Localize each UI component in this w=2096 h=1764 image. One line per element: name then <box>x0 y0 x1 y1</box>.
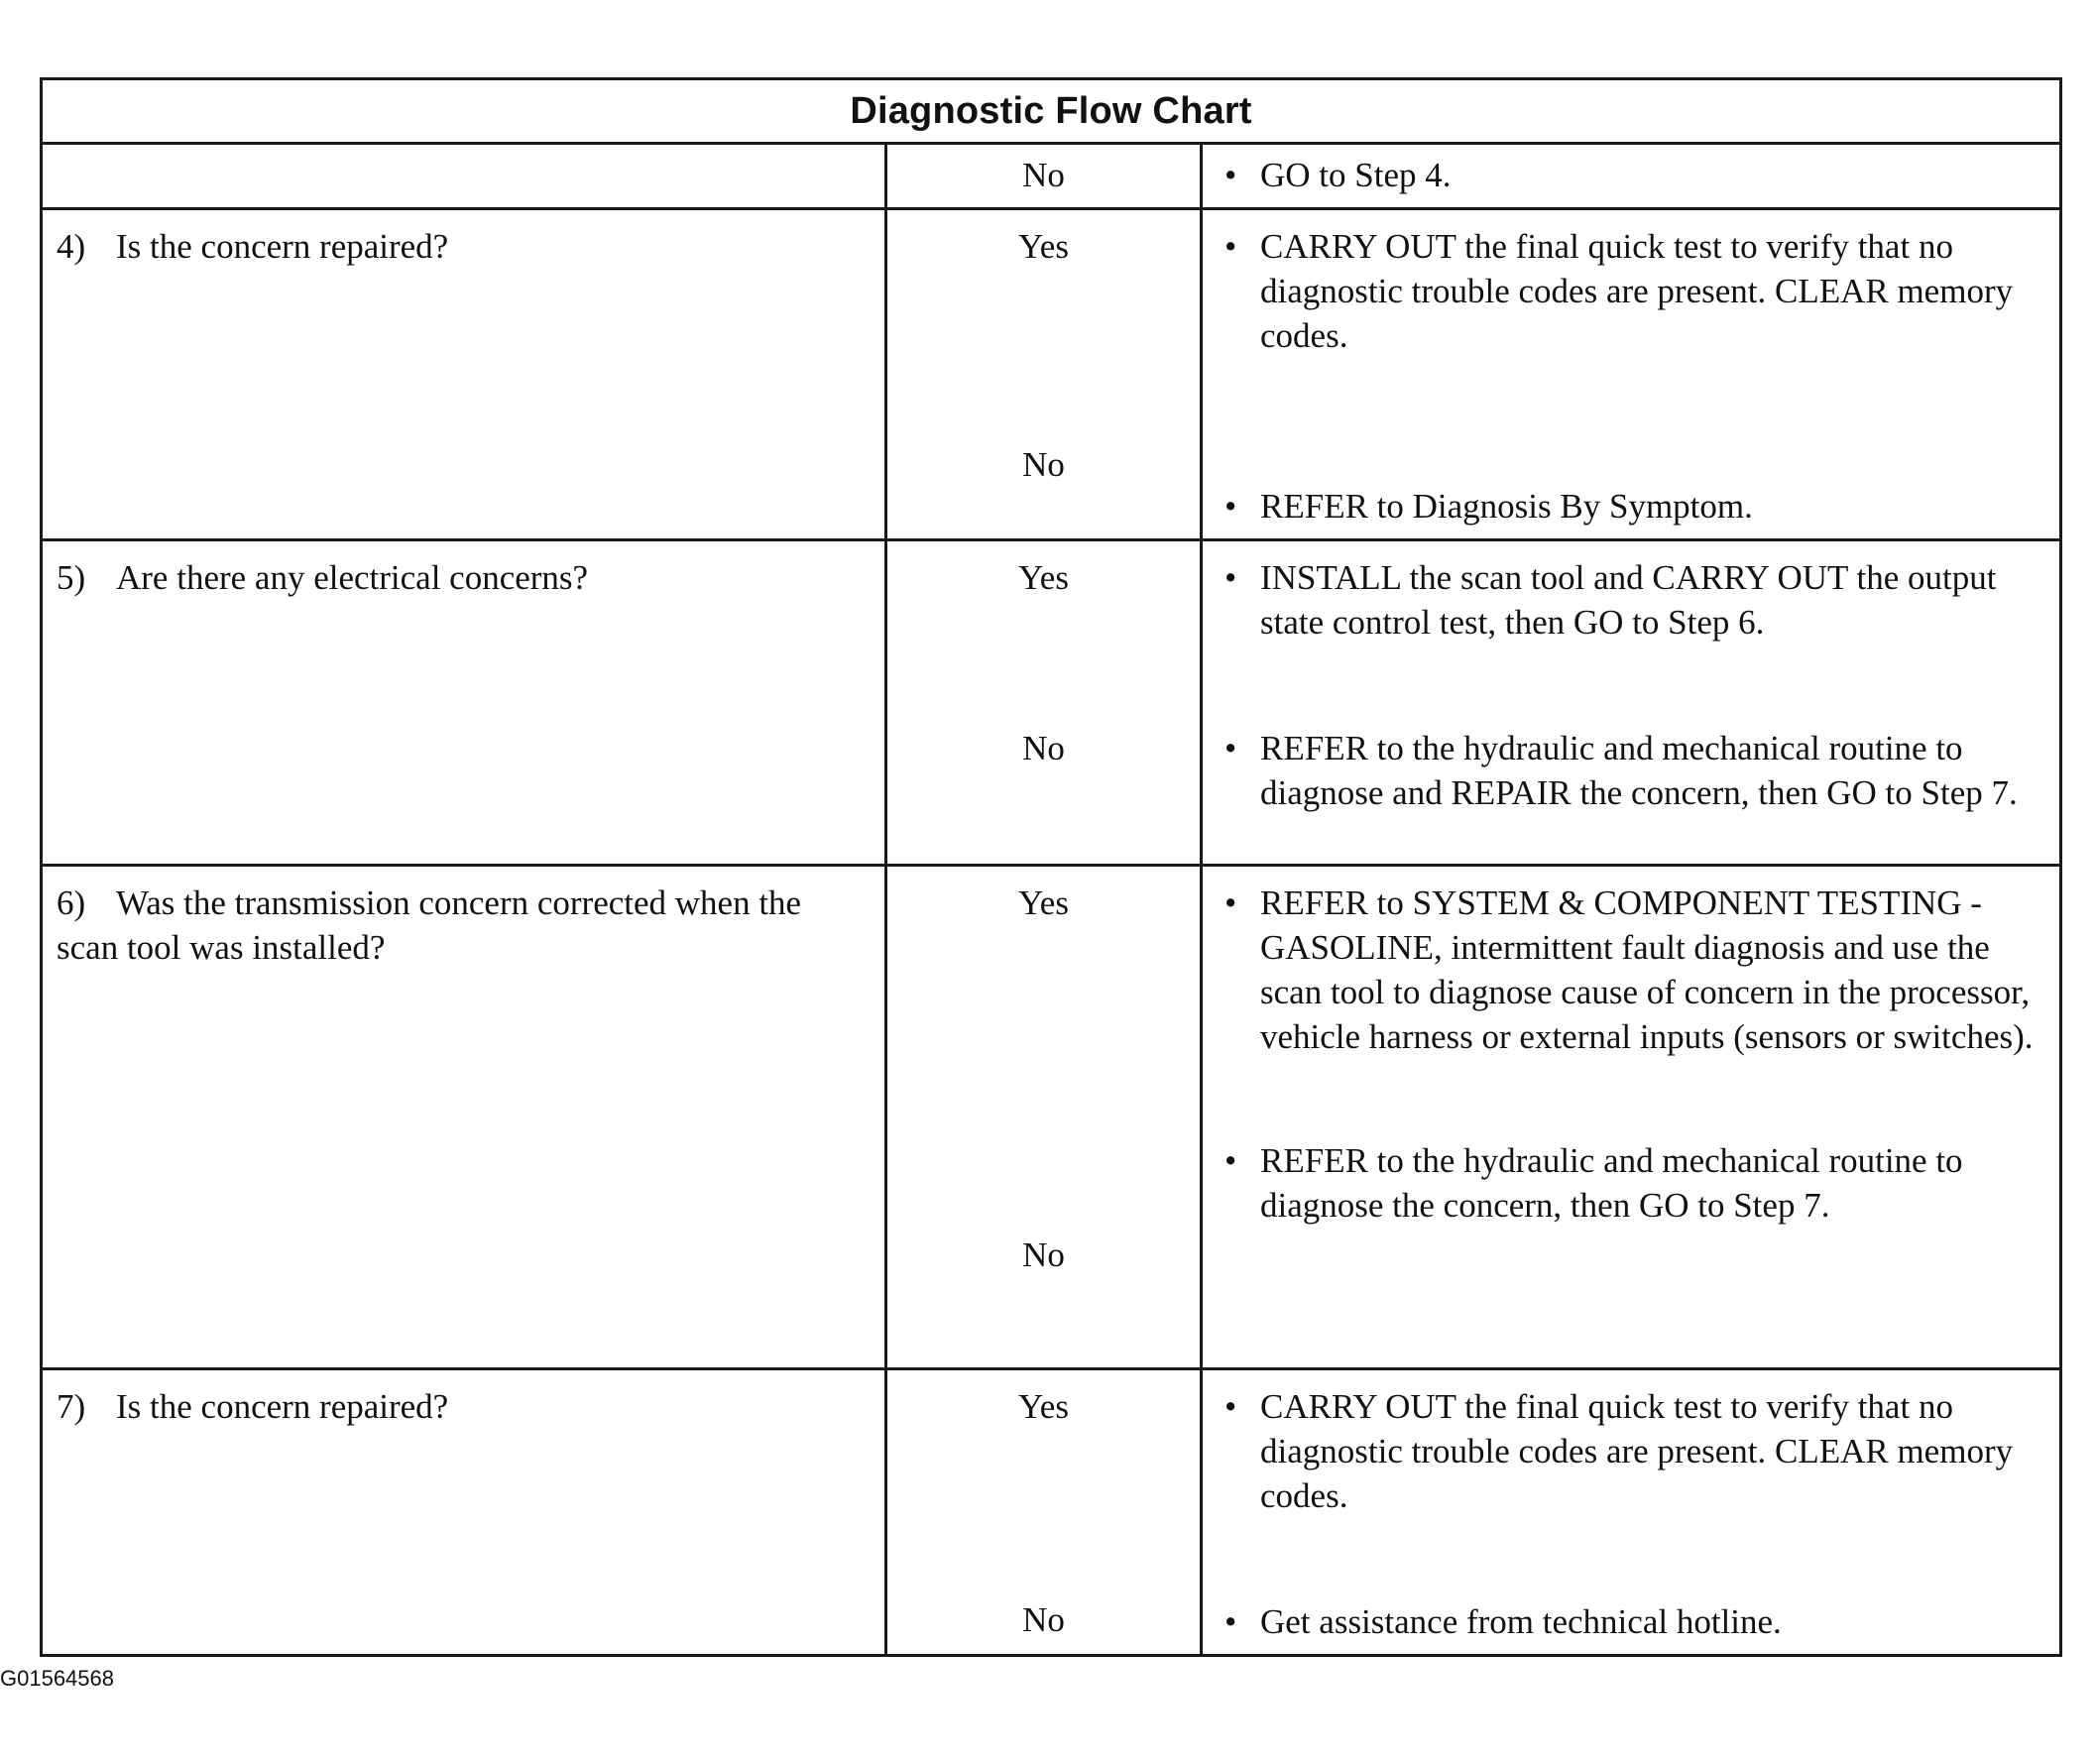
step-row-5 <box>42 540 2061 866</box>
question-cell <box>42 1369 886 1656</box>
answer-label-yes: Yes <box>1018 558 1069 597</box>
result-item-yes <box>1203 1384 2059 1518</box>
result-text: GO to Step 4. <box>1260 156 1452 194</box>
title-row <box>42 79 2061 144</box>
question-cell <box>42 540 886 866</box>
question-cell <box>42 866 886 1369</box>
answer-cell <box>886 144 1202 209</box>
step-row-6 <box>42 866 2061 1369</box>
bullet-icon: • <box>1224 156 1237 194</box>
bullet-icon: • <box>1224 1602 1237 1641</box>
answer-label-yes: Yes <box>1018 1387 1069 1426</box>
result-cell <box>1202 540 2061 866</box>
answer-label: No <box>1022 156 1065 194</box>
question-text: Are there any electrical concerns? <box>116 558 589 597</box>
result-text: Get assistance from technical hotline. <box>1260 1602 1782 1641</box>
step-row-continuation <box>42 144 2061 209</box>
result-item-no <box>1203 726 2059 815</box>
bullet-icon: • <box>1224 1387 1237 1426</box>
step-row-4 <box>42 209 2061 540</box>
step-row-7 <box>42 1369 2061 1656</box>
result-item <box>1203 153 2059 197</box>
figure-id: G01564568 <box>0 1666 114 1691</box>
question-text: Is the concern repaired? <box>116 1387 449 1426</box>
answer-label-no: No <box>1022 1600 1065 1639</box>
result-item-no <box>1203 1138 2059 1228</box>
question-text: Was the transmission concern corrected when the scan tool was installed? <box>57 883 802 967</box>
result-text: CARRY OUT the final quick test to verify that no diagnostic trouble codes are present. CLEAR memory codes. <box>1260 227 2014 355</box>
step-number: 4) <box>57 227 86 266</box>
bullet-icon: • <box>1224 227 1237 266</box>
answer-cell <box>886 1369 1202 1656</box>
result-item-yes <box>1203 555 2059 645</box>
question-cell <box>42 144 886 209</box>
result-cell <box>1202 209 2061 540</box>
bullet-icon: • <box>1224 883 1237 922</box>
answer-cell <box>886 209 1202 540</box>
result-item-yes <box>1203 224 2059 358</box>
diagnostic-flow-chart-table <box>40 77 2062 1657</box>
result-item-no <box>1203 1599 2059 1644</box>
question-cell <box>42 209 886 540</box>
result-cell <box>1202 866 2061 1369</box>
result-item-no <box>1203 484 2059 529</box>
step-number: 6) <box>57 883 86 922</box>
answer-label-no: No <box>1022 445 1065 484</box>
result-text: REFER to SYSTEM & COMPONENT TESTING - GASOLINE, intermittent fault diagnosis and use the scan tool to diagnose cause of concern in the processor, vehicle harness or external inputs (sensors or switches). <box>1260 883 2034 1056</box>
result-text: CARRY OUT the final quick test to verify that no diagnostic trouble codes are present. CLEAR memory codes. <box>1260 1387 2014 1515</box>
chart-title: Diagnostic Flow Chart <box>42 79 2061 144</box>
result-cell <box>1202 1369 2061 1656</box>
result-text: REFER to the hydraulic and mechanical routine to diagnose and REPAIR the concern, then GO to Step 7. <box>1260 729 2018 812</box>
answer-label-no: No <box>1022 729 1065 767</box>
result-cell <box>1202 144 2061 209</box>
answer-label-yes: Yes <box>1018 883 1069 922</box>
bullet-icon: • <box>1224 558 1237 597</box>
answer-label-yes: Yes <box>1018 227 1069 266</box>
bullet-icon: • <box>1224 729 1237 767</box>
question-text: Is the concern repaired? <box>116 227 449 266</box>
result-text: REFER to Diagnosis By Symptom. <box>1260 487 1753 526</box>
step-number: 5) <box>57 558 86 597</box>
result-text: REFER to the hydraulic and mechanical routine to diagnose the concern, then GO to Step 7. <box>1260 1141 1963 1225</box>
answer-cell <box>886 866 1202 1369</box>
bullet-icon: • <box>1224 487 1237 526</box>
answer-label-no: No <box>1022 1235 1065 1274</box>
result-text: INSTALL the scan tool and CARRY OUT the output state control test, then GO to Step 6. <box>1260 558 1997 642</box>
answer-cell <box>886 540 1202 866</box>
result-item-yes <box>1203 881 2059 1059</box>
bullet-icon: • <box>1224 1141 1237 1180</box>
step-number: 7) <box>57 1387 86 1426</box>
